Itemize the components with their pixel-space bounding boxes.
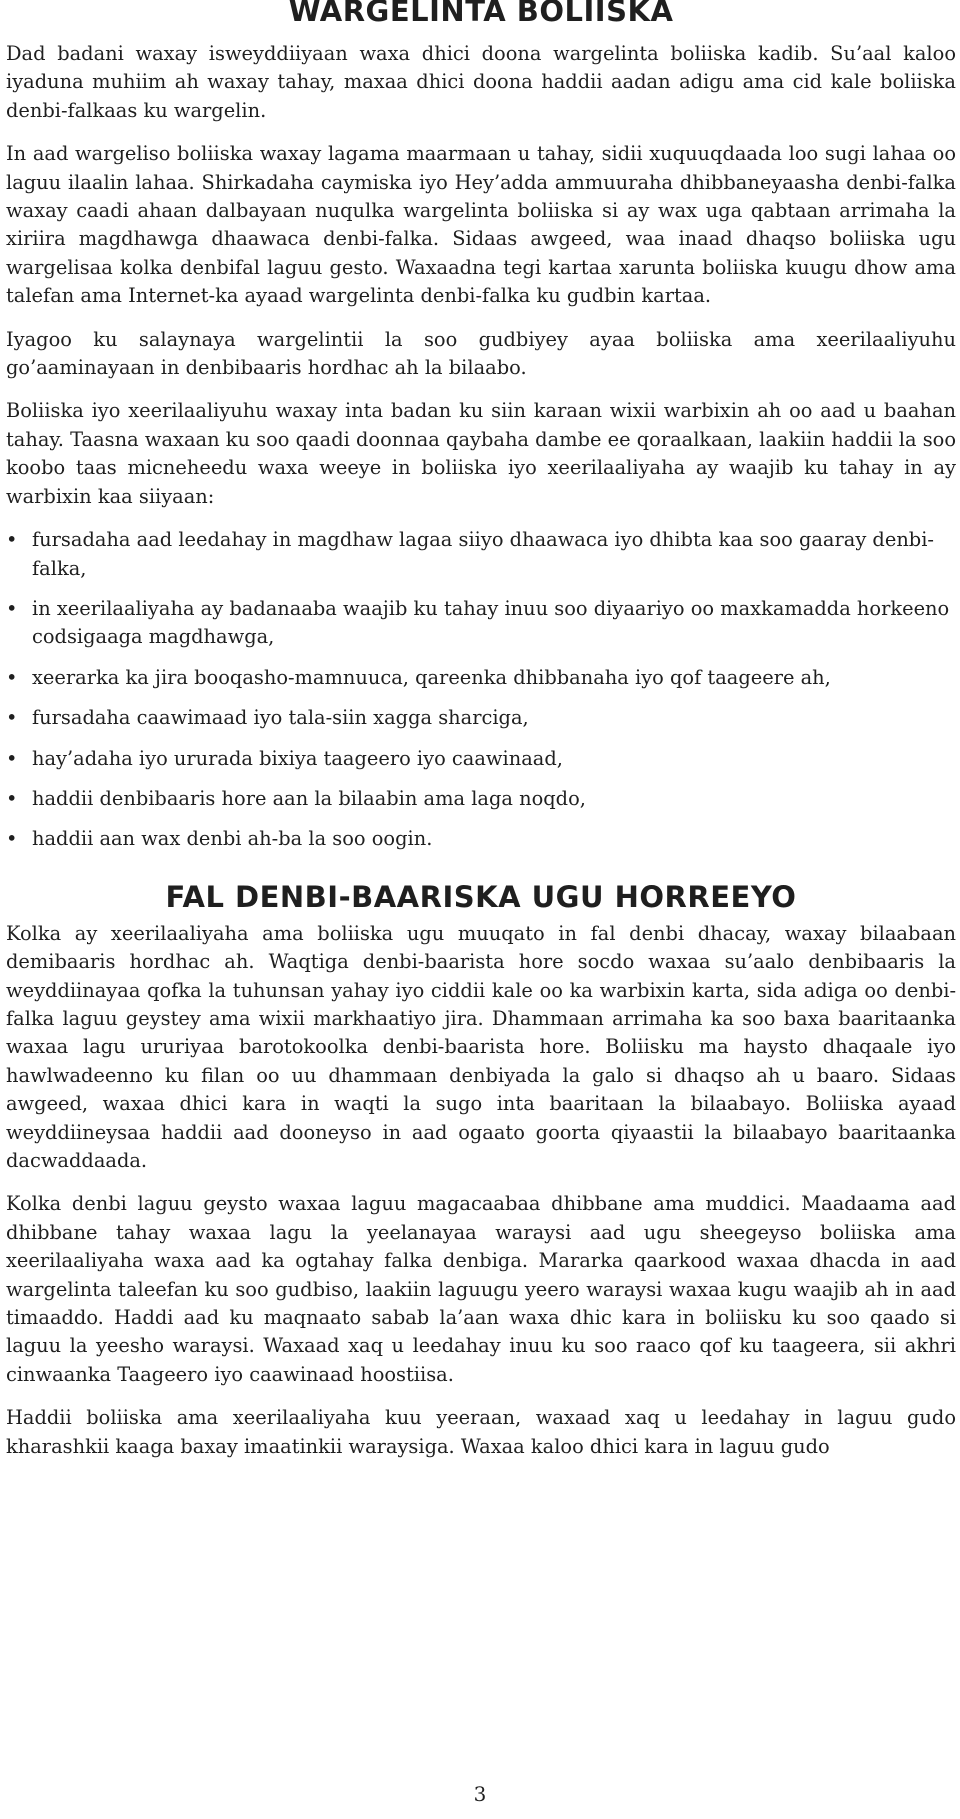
bullet-list — [6, 526, 956, 854]
paragraph: Haddii boliiska ama xeerilaaliyaha kuu yeeraan, waxaad xaq u leedahay in laguu gudo kharashkii kaaga baxay imaatinkii waraysiga. Waxaa kaloo dhici kara in laguu gudo — [6, 1406, 956, 1458]
page-number: 3 — [473, 1782, 487, 1806]
list-item — [6, 526, 956, 583]
bullet-icon: • — [6, 706, 18, 730]
list-item — [6, 825, 956, 853]
list-item-text: hay’adaha iyo ururada bixiya taageero iyo caawinaad, — [32, 746, 563, 770]
list-item-text: haddii aan wax denbi ah-ba la soo oogin. — [32, 827, 433, 851]
paragraph: Kolka ay xeerilaaliyaha ama boliiska ugu muuqato in fal denbi dhacay, waxay bilaabaan demibaaris hordhac ah. Waqtiga denbi-baarista hore socdo waxaa su’aalo denbibaaris la weyddiinayaa qofka la tuhunsan yahay iyo ciddii kale oo ka warbixin karta, sida adiga oo denbi-falka laguu geystey ama wixii markhaatiyo jira. Dhammaan arrimaha ka soo baxa baaritaanka waxaa lagu ururiyaa barotokoolka denbi-baarista hore. Boliisku ma haysto dhaqaale iyo hawlwadeenno ku filan oo uu dhammaan denbiyada la galo si dhaqso ah u baaro. Sidaas awgeed, waxaa dhici kara in waqti la sugo inta baaritaan la bilaabayo. Boliiska ayaad weyddiineysaa haddii aad dooneyso in aad ogaato goorta qiyaastii la bilaabayo baaritaanka dacwaddaada. — [6, 921, 956, 1172]
paragraph: Boliiska iyo xeerilaaliyuhu waxay inta badan ku siin karaan wixii warbixin ah oo aad u baahan tahay. Taasna waxaan ku soo qaadi doonnaa qaybaha dambe ee qoraalkaan, laakiin haddii la soo koobo taas micneheedu waxa weeye in boliiska iyo xeerilaaliyaha ay waajib ku tahay in ay warbixin kaa siiyaan: — [6, 399, 956, 508]
paragraph: Iyagoo ku salaynaya wargelintii la soo gudbiyey ayaa boliiska ama xeerilaaliyuhu go’aaminayaan in denbibaaris hordhac ah la bilaabo. — [6, 327, 956, 380]
list-item-text: xeerarka ka jira booqasho-mamnuuca, qareenka dhibbanaha iyo qof taageere ah, — [32, 665, 831, 689]
paragraph: Kolka denbi laguu geysto waxaa laguu magacaabaa dhibbane ama muddici. Maadaama aad dhibbane tahay waxaa lagu la yeelanayaa waraysi aad ugu sheegeyso boliiska ama xeerilaaliyaha waxa aad ka ogtahay falka denbiga. Mararka qaarkood waxaa dhacda in aad wargelinta taleefan ku soo gudbiso, laakiin laguugu yeero waraysi waxaa kugu waajib ah in aad timaaddo. Haddi aad ku maqnaato sabab la’aan waxa dhic kara in boliisku ku soo qaado si laguu la yeesho waraysi. Waxaad xaq u leedahay inuu ku soo raaco qof ku taageera, sii akhri cinwaanka Taageero iyo caawinaad hoostiisa. — [6, 1192, 956, 1386]
list-item-text: in xeerilaaliyaha ay badanaaba waajib ku tahay inuu soo diyaariyo oo maxkamadda horkeeno codsigaaga magdhawga, — [32, 596, 950, 649]
paragraph: Dad badani waxay isweyddiiyaan waxa dhici doona wargelinta boliiska kadib. Su’aal kaloo iyaduna muhiim ah waxay tahay, maxaa dhici doona haddii aadan adigu ama cid kale boliiska denbi-falkaas ku wargelin. — [6, 42, 956, 122]
bullet-icon: • — [6, 596, 18, 620]
bullet-icon: • — [6, 786, 18, 810]
bullet-icon: • — [6, 665, 18, 689]
section-heading-police-report: WARGELINTA BOLIISKA — [288, 0, 674, 28]
list-item-text: fursadaha aad leedahay in magdhaw lagaa siiyo dhaawaca iyo dhibta kaa soo gaaray denbi-falka, — [32, 528, 934, 580]
list-item — [6, 785, 956, 813]
list-item — [6, 704, 956, 732]
list-item-text: haddii denbibaaris hore aan la bilaabin ama laga noqdo, — [32, 786, 586, 810]
list-item — [6, 664, 956, 692]
list-item — [6, 745, 956, 773]
bullet-icon: • — [6, 827, 18, 851]
bullet-icon: • — [6, 528, 18, 552]
list-item-text: fursadaha caawimaad iyo tala-siin xagga sharciga, — [32, 706, 529, 730]
bullet-icon: • — [6, 746, 18, 770]
section-heading-preliminary-investigation: FAL DENBI-BAARISKA UGU HORREEYO — [165, 879, 797, 914]
paragraph: In aad wargeliso boliiska waxay lagama maarmaan u tahay, sidii xuquuqdaada loo sugi lahaa oo laguu ilaalin lahaa. Shirkadaha caymiska iyo Hey’adda ammuuraha dhibbaneyaasha denbi-falka waxay caadi ahaan dalbayaan nuqulka wargelinta boliiska si ay wax uga qabtaan arrimaha la xiriira magdhawga dhaawaca denbi-falka. Sidaas awgeed, waa inaad dhaqso boliiska ugu wargelisaa kolka denbifal laguu gesto. Waxaadna tegi kartaa xarunta boliiska kuugu dhow ama talefan ama Internet-ka ayaad wargelinta denbi-falka ku gudbin kartaa. — [6, 142, 956, 308]
list-item — [6, 595, 956, 652]
